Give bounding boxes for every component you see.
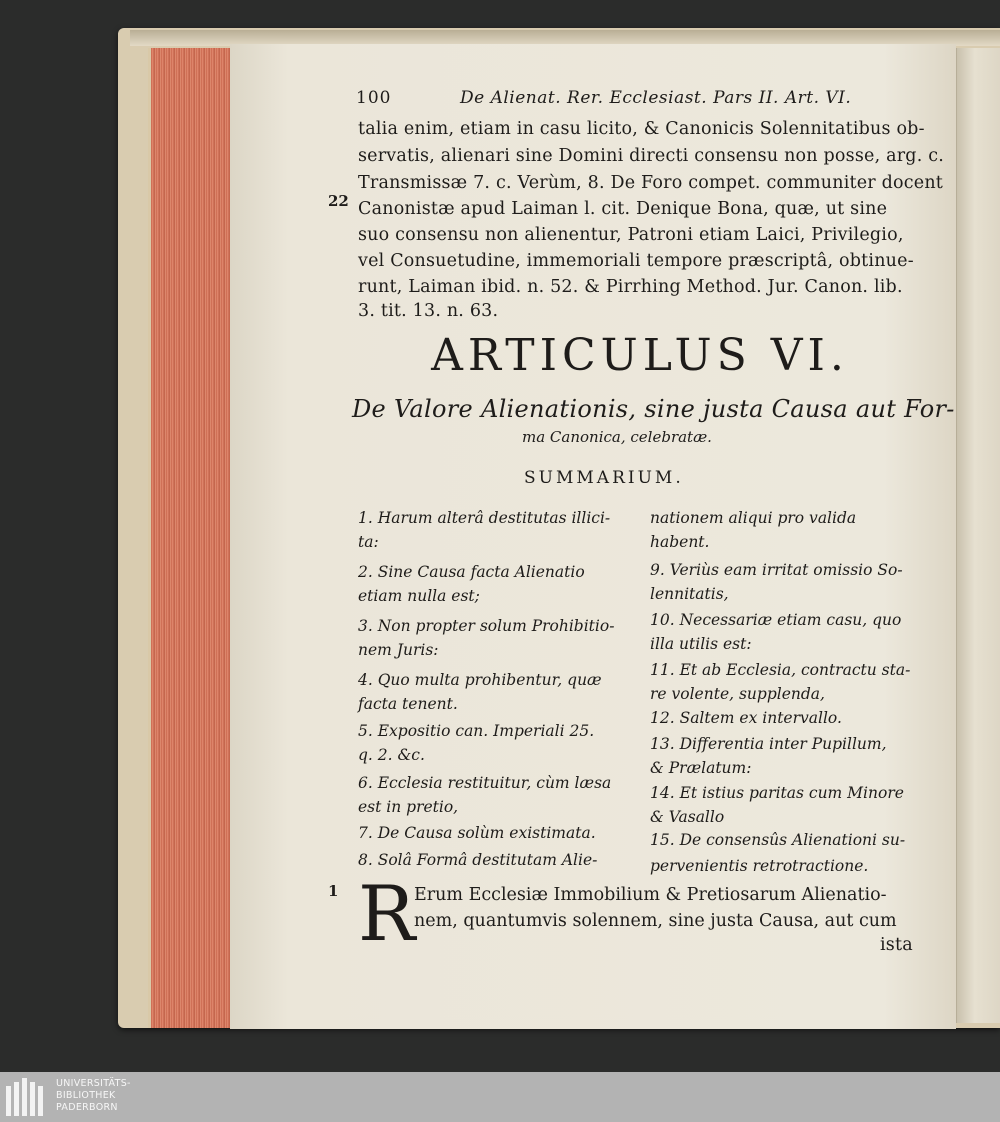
facing-page-edge [956,48,1000,1023]
summary-item: & Vasallo [650,808,725,826]
summary-item: facta tenent. [358,695,458,713]
summary-item: 2. Sine Causa facta Alienatio [358,563,585,581]
summary-item: 4. Quo multa prohibentur, quæ [358,671,602,689]
summary-item: nem Juris: [358,641,439,659]
summary-item: pervenientis retrotractione. [650,857,869,875]
summary-item: & Prælatum: [650,759,752,777]
body-line: Erum Ecclesiæ Immobilium & Pretiosarum Alienatio- [414,885,887,905]
running-header [356,88,916,108]
body-line: Canonistæ apud Laiman l. cit. Denique Bona, quæ, ut sine [358,199,888,219]
summary-item: habent. [650,533,710,551]
margin-number: 1 [328,882,339,900]
running-title: De Alienat. Rer. Ecclesiast. Pars II. Art. VI. [460,88,852,108]
article-subtitle-continued: ma Canonica, celebratæ. [522,428,712,446]
library-footer [0,1072,1000,1122]
body-line: talia enim, etiam in casu licito, & Canonicis Solennitatibus ob- [358,119,925,139]
summary-item: 12. Saltem ex intervallo. [650,709,842,727]
body-line: Transmissæ 7. c. Verùm, 8. De Foro compet. communiter docent [358,173,944,193]
drop-cap: R [358,869,416,958]
body-line: nem, quantumvis solennem, sine justa Causa, aut cum [414,911,897,931]
body-line: suo consensu non alienentur, Patroni etiam Laici, Privilegio, [358,225,904,245]
summary-item: 14. Et istius paritas cum Minore [650,784,904,802]
catchword: ista [880,935,913,955]
library-logo-icon [6,1078,50,1116]
summary-item: 10. Necessariæ etiam casu, quo [650,611,902,629]
summary-item: 15. De consensûs Alienationi su- [650,831,906,849]
body-line: runt, Laiman ibid. n. 52. & Pirrhing Method. Jur. Canon. lib. [358,277,903,297]
article-subtitle: De Valore Alienationis, sine justa Causa aut For- [352,395,955,423]
article-title: ARTICULUS VI. [431,330,849,381]
summary-item: est in pretio, [358,798,459,816]
summary-item: illa utilis est: [650,635,752,653]
summary-item: 9. Veriùs eam irritat omissio So- [650,561,903,579]
summary-item: nationem aliqui pro valida [650,509,857,527]
page-number: 100 [356,88,392,108]
summary-item: q. 2. &c. [358,746,425,764]
summary-item: 6. Ecclesia restituitur, cùm læsa [358,774,612,792]
summary-item: re volente, supplenda, [650,685,825,703]
body-line: 3. tit. 13. n. 63. [358,301,499,321]
page-block-edge [148,48,233,1028]
library-name: UNIVERSITÄTS- BIBLIOTHEK PADERBORN [56,1078,131,1113]
summary-item: 3. Non propter solum Prohibitio- [358,617,615,635]
margin-number: 22 [328,192,349,210]
summary-item: ta: [358,533,379,551]
summary-item: 13. Differentia inter Pupillum, [650,735,887,753]
summary-item: 11. Et ab Ecclesia, contractu sta- [650,661,911,679]
summary-item: 7. De Causa solùm existimata. [358,824,596,842]
summary-item: 8. Solâ Formâ destitutam Alie- [358,851,598,869]
body-line: vel Consuetudine, immemoriali tempore præscriptâ, obtinue- [358,251,914,271]
summary-item: 5. Expositio can. Imperiali 25. [358,722,595,740]
summary-item: 1. Harum alterâ destitutas illici- [358,509,611,527]
summary-item: etiam nulla est; [358,587,480,605]
body-line: servatis, alienari sine Domini directi consensu non posse, arg. c. [358,146,944,166]
summary-item: lennitatis, [650,585,729,603]
summarium-heading: SUMMARIUM. [524,468,684,488]
